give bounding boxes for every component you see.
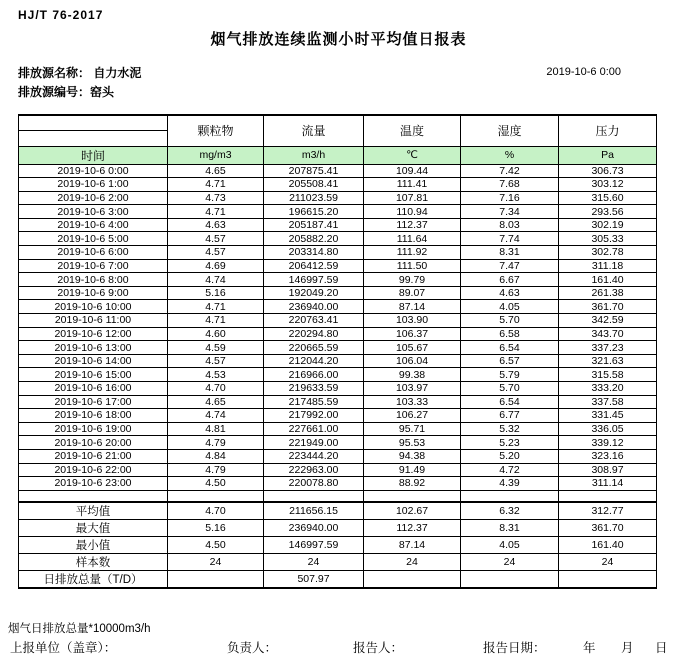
summary-flow-cell: 211656.15 bbox=[264, 502, 364, 520]
pm-value-cell: 4.63 bbox=[168, 218, 264, 232]
units-header-row bbox=[19, 146, 657, 164]
temp-value-cell: 99.38 bbox=[364, 368, 461, 382]
time-cell: 2019-10-6 11:00 bbox=[19, 314, 168, 328]
temp-value-cell: 103.97 bbox=[364, 382, 461, 396]
humidity-value-cell: 6.58 bbox=[461, 327, 559, 341]
time-cell: 2019-10-6 3:00 bbox=[19, 205, 168, 219]
time-cell: 2019-10-6 12:00 bbox=[19, 327, 168, 341]
time-cell: 2019-10-6 13:00 bbox=[19, 341, 168, 355]
summary-humidity-cell: 4.05 bbox=[461, 537, 559, 554]
report-datetime: 2019-10-6 0:00 bbox=[546, 66, 621, 78]
flow-value-cell: 222963.00 bbox=[264, 463, 364, 477]
temp-value-cell: 99.79 bbox=[364, 273, 461, 287]
temp-value-cell: 107.81 bbox=[364, 191, 461, 205]
temp-value-cell: 110.94 bbox=[364, 205, 461, 219]
temp-value-cell: 89.07 bbox=[364, 286, 461, 300]
unit-cell-pressure: Pa bbox=[559, 146, 657, 164]
time-cell: 2019-10-6 19:00 bbox=[19, 422, 168, 436]
temp-value-cell: 106.04 bbox=[364, 354, 461, 368]
humidity-value-cell: 6.57 bbox=[461, 354, 559, 368]
pressure-value-cell: 343.70 bbox=[559, 327, 657, 341]
pm-value-cell: 4.57 bbox=[168, 354, 264, 368]
time-header-cell: 时间 bbox=[19, 146, 168, 164]
data-row bbox=[19, 178, 657, 192]
temp-value-cell: 106.27 bbox=[364, 409, 461, 423]
summary-label-cell: 平均值 bbox=[19, 502, 168, 520]
pm-value-cell: 4.59 bbox=[168, 341, 264, 355]
pm-value-cell: 4.70 bbox=[168, 382, 264, 396]
summary-row bbox=[19, 554, 657, 571]
monitoring-table bbox=[18, 114, 657, 589]
report-title: 烟气排放连续监测小时平均值日报表 bbox=[210, 31, 467, 48]
flow-value-cell: 146997.59 bbox=[264, 273, 364, 287]
flow-value-cell: 203314.80 bbox=[264, 246, 364, 260]
time-cell: 2019-10-6 17:00 bbox=[19, 395, 168, 409]
param-header-temp: 温度 bbox=[364, 115, 461, 146]
time-cell: 2019-10-6 7:00 bbox=[19, 259, 168, 273]
humidity-value-cell: 4.05 bbox=[461, 300, 559, 314]
data-row bbox=[19, 436, 657, 450]
source-name-line bbox=[18, 64, 141, 81]
temp-value-cell: 88.92 bbox=[364, 477, 461, 491]
summary-temp-cell: 112.37 bbox=[364, 520, 461, 537]
data-row bbox=[19, 449, 657, 463]
param-header-pressure: 压力 bbox=[559, 115, 657, 146]
pm-value-cell: 4.65 bbox=[168, 395, 264, 409]
time-cell: 2019-10-6 18:00 bbox=[19, 409, 168, 423]
summary-label-cell: 样本数 bbox=[19, 554, 168, 571]
pm-value-cell: 4.84 bbox=[168, 449, 264, 463]
pm-value-cell: 4.71 bbox=[168, 205, 264, 219]
summary-flow-cell: 146997.59 bbox=[264, 537, 364, 554]
summary-label-cell: 最小值 bbox=[19, 537, 168, 554]
header-blank-cell-bottom bbox=[19, 131, 168, 147]
pressure-value-cell: 336.05 bbox=[559, 422, 657, 436]
flow-value-cell: 205187.41 bbox=[264, 218, 364, 232]
data-row bbox=[19, 205, 657, 219]
source-name-label: 排放源名称： bbox=[18, 66, 91, 80]
data-row bbox=[19, 232, 657, 246]
pressure-value-cell: 311.14 bbox=[559, 477, 657, 491]
summary-row bbox=[19, 571, 657, 589]
param-header-row bbox=[19, 115, 657, 131]
unit-cell-flow: m3/h bbox=[264, 146, 364, 164]
pm-value-cell: 4.74 bbox=[168, 409, 264, 423]
data-row bbox=[19, 314, 657, 328]
summary-pressure-cell: 161.40 bbox=[559, 537, 657, 554]
time-cell: 2019-10-6 5:00 bbox=[19, 232, 168, 246]
pressure-value-cell: 337.23 bbox=[559, 341, 657, 355]
flow-value-cell: 217485.59 bbox=[264, 395, 364, 409]
pm-value-cell: 4.71 bbox=[168, 300, 264, 314]
summary-row bbox=[19, 502, 657, 520]
humidity-value-cell: 6.67 bbox=[461, 273, 559, 287]
pm-value-cell: 4.57 bbox=[168, 232, 264, 246]
summary-humidity-cell: 24 bbox=[461, 554, 559, 571]
data-row bbox=[19, 327, 657, 341]
humidity-value-cell: 7.42 bbox=[461, 164, 559, 178]
pressure-value-cell: 321.63 bbox=[559, 354, 657, 368]
data-row bbox=[19, 368, 657, 382]
data-row bbox=[19, 463, 657, 477]
time-cell: 2019-10-6 9:00 bbox=[19, 286, 168, 300]
data-row bbox=[19, 246, 657, 260]
flow-value-cell: 205882.20 bbox=[264, 232, 364, 246]
humidity-value-cell: 5.70 bbox=[461, 382, 559, 396]
flow-value-cell: 221949.00 bbox=[264, 436, 364, 450]
time-cell: 2019-10-6 15:00 bbox=[19, 368, 168, 382]
reporter-label: 报告人： bbox=[353, 641, 404, 655]
temp-value-cell: 111.92 bbox=[364, 246, 461, 260]
year-label: 年 bbox=[583, 641, 596, 655]
month-label: 月 bbox=[621, 641, 634, 655]
time-cell: 2019-10-6 21:00 bbox=[19, 449, 168, 463]
footer-signature-row bbox=[0, 638, 677, 654]
data-row bbox=[19, 409, 657, 423]
flow-value-cell: 212044.20 bbox=[264, 354, 364, 368]
summary-row bbox=[19, 520, 657, 537]
pm-value-cell: 4.71 bbox=[168, 178, 264, 192]
pm-value-cell: 4.57 bbox=[168, 246, 264, 260]
humidity-value-cell: 6.54 bbox=[461, 395, 559, 409]
flow-value-cell: 192049.20 bbox=[264, 286, 364, 300]
summary-humidity-cell bbox=[461, 571, 559, 589]
temp-value-cell: 109.44 bbox=[364, 164, 461, 178]
temp-value-cell: 111.50 bbox=[364, 259, 461, 273]
pm-value-cell: 4.81 bbox=[168, 422, 264, 436]
summary-humidity-cell: 8.31 bbox=[461, 520, 559, 537]
humidity-value-cell: 5.20 bbox=[461, 449, 559, 463]
summary-pressure-cell: 361.70 bbox=[559, 520, 657, 537]
pressure-value-cell: 311.18 bbox=[559, 259, 657, 273]
pm-value-cell: 5.16 bbox=[168, 286, 264, 300]
unit-cell-temp: ℃ bbox=[364, 146, 461, 164]
temp-value-cell: 103.33 bbox=[364, 395, 461, 409]
humidity-value-cell: 5.32 bbox=[461, 422, 559, 436]
data-row bbox=[19, 191, 657, 205]
pm-value-cell: 4.65 bbox=[168, 164, 264, 178]
pm-value-cell: 4.74 bbox=[168, 273, 264, 287]
pressure-value-cell: 302.78 bbox=[559, 246, 657, 260]
pressure-value-cell: 303.12 bbox=[559, 178, 657, 192]
data-row bbox=[19, 354, 657, 368]
data-row bbox=[19, 218, 657, 232]
data-row bbox=[19, 273, 657, 287]
temp-value-cell: 103.90 bbox=[364, 314, 461, 328]
time-cell: 2019-10-6 16:00 bbox=[19, 382, 168, 396]
pressure-value-cell: 337.58 bbox=[559, 395, 657, 409]
humidity-value-cell: 5.79 bbox=[461, 368, 559, 382]
pressure-value-cell: 161.40 bbox=[559, 273, 657, 287]
flow-value-cell: 220763.41 bbox=[264, 314, 364, 328]
flow-value-cell: 220294.80 bbox=[264, 327, 364, 341]
temp-value-cell: 105.67 bbox=[364, 341, 461, 355]
pm-value-cell: 4.73 bbox=[168, 191, 264, 205]
humidity-value-cell: 4.72 bbox=[461, 463, 559, 477]
time-cell: 2019-10-6 0:00 bbox=[19, 164, 168, 178]
flow-value-cell: 236940.00 bbox=[264, 300, 364, 314]
summary-humidity-cell: 6.32 bbox=[461, 502, 559, 520]
summary-label-cell: 最大值 bbox=[19, 520, 168, 537]
summary-pressure-cell: 312.77 bbox=[559, 502, 657, 520]
time-cell: 2019-10-6 10:00 bbox=[19, 300, 168, 314]
flow-value-cell: 223444.20 bbox=[264, 449, 364, 463]
flow-value-cell: 220665.59 bbox=[264, 341, 364, 355]
day-label: 日 bbox=[655, 641, 668, 655]
time-cell: 2019-10-6 6:00 bbox=[19, 246, 168, 260]
humidity-value-cell: 7.68 bbox=[461, 178, 559, 192]
humidity-value-cell: 7.47 bbox=[461, 259, 559, 273]
pm-value-cell: 4.69 bbox=[168, 259, 264, 273]
flow-value-cell: 207875.41 bbox=[264, 164, 364, 178]
flow-value-cell: 196615.20 bbox=[264, 205, 364, 219]
unit-cell-humidity: % bbox=[461, 146, 559, 164]
data-row bbox=[19, 259, 657, 273]
footer-note: 烟气日排放总量*10000m3/h bbox=[8, 623, 151, 635]
param-header-humidity: 湿度 bbox=[461, 115, 559, 146]
unit-cell-pm: mg/m3 bbox=[168, 146, 264, 164]
source-id-value: 窑头 bbox=[90, 85, 115, 99]
pm-value-cell: 4.50 bbox=[168, 477, 264, 491]
flow-value-cell: 216966.00 bbox=[264, 368, 364, 382]
time-cell: 2019-10-6 20:00 bbox=[19, 436, 168, 450]
pressure-value-cell: 361.70 bbox=[559, 300, 657, 314]
source-name-value: 自力水泥 bbox=[93, 66, 142, 80]
time-cell: 2019-10-6 14:00 bbox=[19, 354, 168, 368]
flow-value-cell: 220078.80 bbox=[264, 477, 364, 491]
time-cell: 2019-10-6 2:00 bbox=[19, 191, 168, 205]
summary-pm-cell: 5.16 bbox=[168, 520, 264, 537]
pm-value-cell: 4.53 bbox=[168, 368, 264, 382]
time-cell: 2019-10-6 8:00 bbox=[19, 273, 168, 287]
summary-pm-cell bbox=[168, 571, 264, 589]
temp-value-cell: 106.37 bbox=[364, 327, 461, 341]
temp-value-cell: 95.53 bbox=[364, 436, 461, 450]
pm-value-cell: 4.71 bbox=[168, 314, 264, 328]
summary-row bbox=[19, 537, 657, 554]
pressure-value-cell: 339.12 bbox=[559, 436, 657, 450]
pressure-value-cell: 331.45 bbox=[559, 409, 657, 423]
flow-value-cell: 219633.59 bbox=[264, 382, 364, 396]
data-row bbox=[19, 300, 657, 314]
humidity-value-cell: 7.16 bbox=[461, 191, 559, 205]
summary-temp-cell: 24 bbox=[364, 554, 461, 571]
summary-pm-cell: 24 bbox=[168, 554, 264, 571]
time-cell: 2019-10-6 1:00 bbox=[19, 178, 168, 192]
summary-temp-cell: 102.67 bbox=[364, 502, 461, 520]
temp-value-cell: 87.14 bbox=[364, 300, 461, 314]
summary-temp-cell: 87.14 bbox=[364, 537, 461, 554]
flow-value-cell: 227661.00 bbox=[264, 422, 364, 436]
temp-value-cell: 91.49 bbox=[364, 463, 461, 477]
time-cell: 2019-10-6 4:00 bbox=[19, 218, 168, 232]
temp-value-cell: 111.41 bbox=[364, 178, 461, 192]
data-row bbox=[19, 477, 657, 491]
data-row bbox=[19, 286, 657, 300]
humidity-value-cell: 5.70 bbox=[461, 314, 559, 328]
summary-temp-cell bbox=[364, 571, 461, 589]
summary-flow-cell: 236940.00 bbox=[264, 520, 364, 537]
time-cell: 2019-10-6 23:00 bbox=[19, 477, 168, 491]
data-row bbox=[19, 164, 657, 178]
humidity-value-cell: 6.77 bbox=[461, 409, 559, 423]
summary-flow-cell: 507.97 bbox=[264, 571, 364, 589]
humidity-value-cell: 7.34 bbox=[461, 205, 559, 219]
doc-standard-number: HJ/T 76-2017 bbox=[18, 8, 104, 22]
humidity-value-cell: 4.63 bbox=[461, 286, 559, 300]
data-row bbox=[19, 422, 657, 436]
humidity-value-cell: 6.54 bbox=[461, 341, 559, 355]
pressure-value-cell: 315.60 bbox=[559, 191, 657, 205]
humidity-value-cell: 8.03 bbox=[461, 218, 559, 232]
summary-pressure-cell: 24 bbox=[559, 554, 657, 571]
pressure-value-cell: 333.20 bbox=[559, 382, 657, 396]
flow-value-cell: 205508.41 bbox=[264, 178, 364, 192]
report-date-label: 报告日期： bbox=[483, 641, 546, 655]
report-unit-label: 上报单位（盖章）： bbox=[10, 641, 117, 655]
source-id-line bbox=[18, 83, 114, 100]
pressure-value-cell: 305.33 bbox=[559, 232, 657, 246]
summary-pm-cell: 4.50 bbox=[168, 537, 264, 554]
param-header-pm: 颗粒物 bbox=[168, 115, 264, 146]
temp-value-cell: 111.64 bbox=[364, 232, 461, 246]
pressure-value-cell: 302.19 bbox=[559, 218, 657, 232]
temp-value-cell: 95.71 bbox=[364, 422, 461, 436]
summary-flow-cell: 24 bbox=[264, 554, 364, 571]
temp-value-cell: 94.38 bbox=[364, 449, 461, 463]
summary-pm-cell: 4.70 bbox=[168, 502, 264, 520]
pressure-value-cell: 315.58 bbox=[559, 368, 657, 382]
data-row bbox=[19, 395, 657, 409]
pressure-value-cell: 323.16 bbox=[559, 449, 657, 463]
flow-value-cell: 211023.59 bbox=[264, 191, 364, 205]
param-header-flow: 流量 bbox=[264, 115, 364, 146]
flow-value-cell: 217992.00 bbox=[264, 409, 364, 423]
pressure-value-cell: 293.56 bbox=[559, 205, 657, 219]
pressure-value-cell: 261.38 bbox=[559, 286, 657, 300]
pressure-value-cell: 308.97 bbox=[559, 463, 657, 477]
data-row bbox=[19, 382, 657, 396]
flow-value-cell: 206412.59 bbox=[264, 259, 364, 273]
pm-value-cell: 4.60 bbox=[168, 327, 264, 341]
summary-pressure-cell bbox=[559, 571, 657, 589]
humidity-value-cell: 5.23 bbox=[461, 436, 559, 450]
temp-value-cell: 112.37 bbox=[364, 218, 461, 232]
summary-label-cell: 日排放总量（T/D） bbox=[19, 571, 168, 589]
header-blank-cell-top bbox=[19, 115, 168, 131]
spacer-row bbox=[19, 490, 657, 502]
pressure-value-cell: 306.73 bbox=[559, 164, 657, 178]
pm-value-cell: 4.79 bbox=[168, 436, 264, 450]
humidity-value-cell: 8.31 bbox=[461, 246, 559, 260]
humidity-value-cell: 4.39 bbox=[461, 477, 559, 491]
responsible-label: 负责人： bbox=[227, 641, 278, 655]
source-id-label: 排放源编号： bbox=[18, 85, 91, 99]
pressure-value-cell: 342.59 bbox=[559, 314, 657, 328]
humidity-value-cell: 7.74 bbox=[461, 232, 559, 246]
pm-value-cell: 4.79 bbox=[168, 463, 264, 477]
data-row bbox=[19, 341, 657, 355]
time-cell: 2019-10-6 22:00 bbox=[19, 463, 168, 477]
